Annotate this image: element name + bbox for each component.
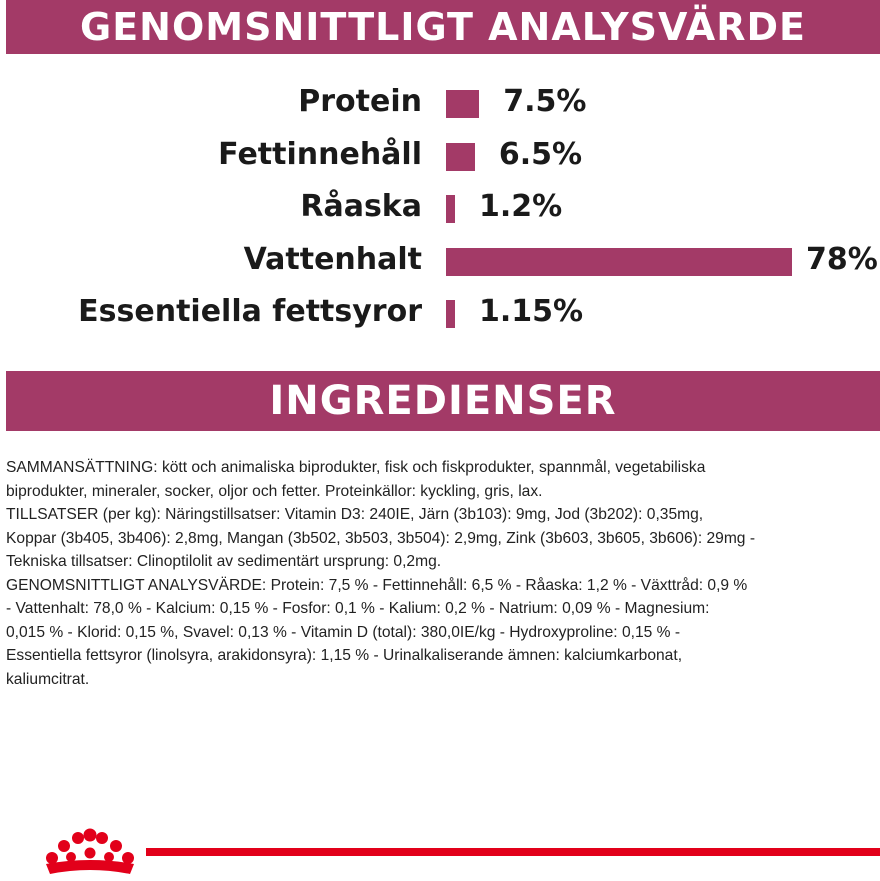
analysis-heading: GENOMSNITTLIGT ANALYSVÄRDE <box>80 5 806 49</box>
brand-divider-line <box>146 848 880 856</box>
bar-row <box>0 286 880 338</box>
bar <box>446 248 792 276</box>
ingredients-text <box>6 456 876 691</box>
ingredients-line: 0,015 % - Klorid: 0,15 %, Svavel: 0,13 % - Vitamin D (total): 380,0IE/kg - Hydroxyproline: 0,15 % - <box>6 623 681 641</box>
ingredients-line: GENOMSNITTLIGT ANALYSVÄRDE: Protein: 7,5 % - Fettinnehåll: 6,5 % - Råaska: 1,2 % - Växttråd: 0,9 % <box>6 576 748 594</box>
bar <box>446 195 455 223</box>
bar <box>446 143 475 171</box>
bar-category-label: Råaska <box>300 189 422 224</box>
ingredients-line: Tekniska tillsatser: Clinoptilolit av sedimentärt ursprung: 0,2mg. <box>6 553 442 570</box>
bar-category-label: Vattenhalt <box>243 241 422 277</box>
bar-value-label: 7.5% <box>503 84 587 119</box>
ingredients-heading: INGREDIENSER <box>269 378 617 424</box>
ingredients-line: biprodukter, mineraler, socker, oljor och fetter. Proteinkällor: kyckling, gris, lax. <box>6 482 543 500</box>
bar-value-label: 1.2% <box>479 189 563 224</box>
bar-value-label: 1.15% <box>479 294 584 329</box>
bar-value-label: 6.5% <box>498 136 583 172</box>
ingredients-line: SAMMANSÄTTNING: kött och animaliska biprodukter, fisk och fiskprodukter, spannmål, vegetabiliska <box>6 459 706 476</box>
bar-category-label: Fettinnehåll <box>218 136 422 172</box>
ingredients-line: - Vattenhalt: 78,0 % - Kalcium: 0,15 % - Fosfor: 0,1 % - Kalium: 0,2 % - Natrium: 0,09 % - Magnesium: <box>6 600 710 617</box>
bar-category-label: Essentiella fettsyror <box>78 294 422 329</box>
analysis-heading-banner <box>6 0 880 54</box>
bar <box>446 90 479 118</box>
ingredients-line: kaliumcitrat. <box>6 670 90 688</box>
bar-row <box>0 76 880 128</box>
ingredients-line: TILLSATSER (per kg): Näringstillsatser: Vitamin D3: 240IE, Järn (3b103): 9mg, Jod (3b202): 0,35mg, <box>6 506 704 523</box>
bar-category-label: Protein <box>298 84 422 119</box>
ingredients-line: Essentiella fettsyror (linolsyra, arakidonsyra): 1,15 % - Urinalkaliserande ämnen: kalciumkarbonat, <box>6 647 683 664</box>
bar-row <box>0 181 880 233</box>
royal-canin-crown-icon <box>38 826 142 878</box>
bar <box>446 300 455 328</box>
bar-row <box>0 129 880 181</box>
bar-value-label: 78% <box>806 241 878 277</box>
ingredients-heading-banner <box>6 371 880 431</box>
ingredients-line: Koppar (3b405, 3b406): 2,8mg, Mangan (3b502, 3b503, 3b504): 2,9mg, Zink (3b603, 3b605, 3b606): 29mg - <box>6 529 756 547</box>
bar-row <box>0 234 880 286</box>
